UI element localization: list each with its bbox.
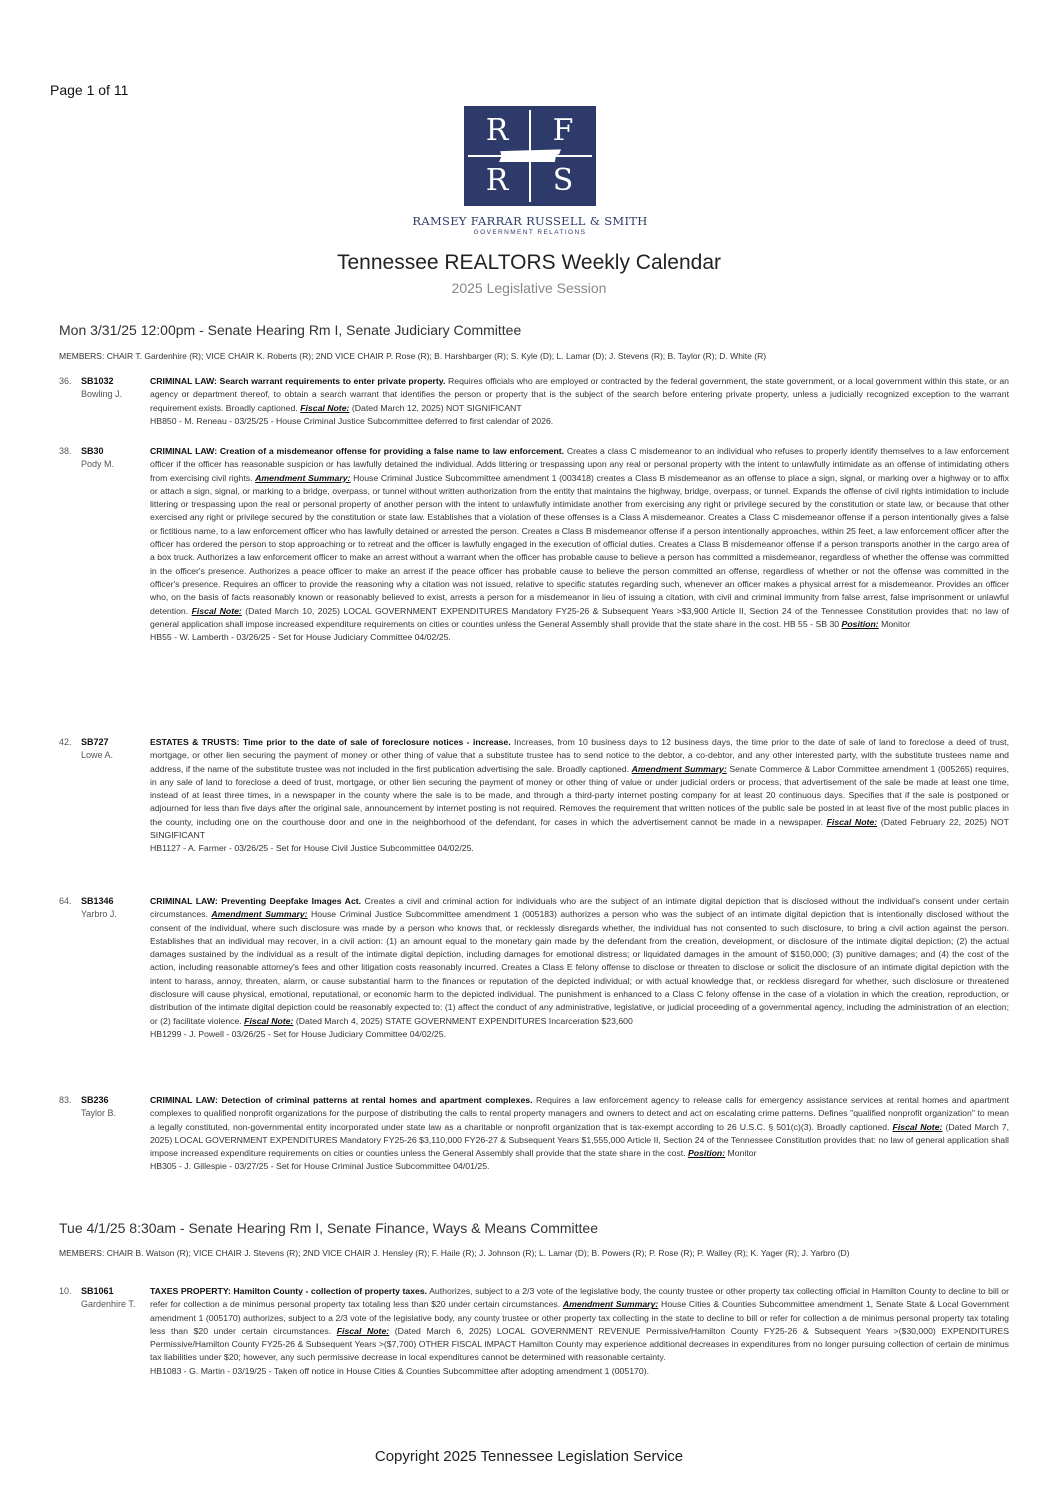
bill-description	[150, 736, 1009, 856]
bill-description	[150, 445, 1009, 644]
bill-text: (Dated March 7, 2025) LOCAL GOVERNMENT EXPENDITURES Mandatory FY25-26 $3,110,000 FY26-27 & Subsequent Years $1,555,000 Article II, Section 24 of the Tennessee Constitution provides that: no law of general application shall impose increased expenditure requirements on cities or counties unless the General Assembly shall provide that the state share in the cost.	[150, 1121, 1009, 1159]
amendment-summary-label: Amendment Summary:	[631, 763, 727, 774]
bill-text: House Criminal Justice Subcommittee amendment 1 (003418) creates a Class B misdemeanor as an offense to place a sign, signal, or marking over a highway or to affix or attach a sign, signal, or marking to a bridge, overpass, or tunnel without written authorization from the entity that maintains the highway, bridge, overpass, or tunnel. Expands the offense of civil rights intimidation to include littering or trespassing upon the real or personal property of another person with the intent to unlawfully intimidate another from exercising any right or privilege secured by the constitution or state law, or because that other exercised any right or privilege secured by the constitution or state law. Establishes that a violation of these offenses is a Class A misdemeanor. Creates a Class C misdemeanor offense if a person intentionally gives a false or fictitious name, to a law enforcement officer who has lawfully detained or arrested the person. Creates a Class B misdemeanor offense if a person intentionally approaches, within 25 feet, a law enforcement officer after the officer has ordered the person to stop approaching or to retreat and the officer is lawfully engaged in the execution of official duties. Creates a Class B misdemeanor offense if a person transports another in the cargo area of a box truck. Authorizes a law enforcement officer to make an arrest without a warrant when the officer has probable cause to believe a person has committed a misdemeanor, regardless of whether the offense was committed in the officer's presence. Authorizes a peace officer to make an arrest if the peace officer has probable cause to believe the person committed an offense, regardless of whether or not the offense was committed in the officer's presence. Requires an officer to provide the reasoning why a citation was not issued, relative to specific statutes regarding such, whenever an officer makes a physical arrest for a misdemeanor. Provides an officer who, on the basis of facts reasonably known or reasonably believed to exist, arrests a person for a misdemeanor in lieu of issuing a citation, with civil and criminal immunity from false arrest, false imprisonment or unlawful detention.	[150, 472, 1010, 616]
document-subtitle: 2025 Legislative Session	[451, 280, 607, 296]
amendment-summary-label: Amendment Summary:	[211, 909, 308, 920]
companion-bill: HB55 - W. Lamberth - 03/26/25 - Set for House Judiciary Committee 04/02/25.	[150, 632, 451, 643]
firm-name: RAMSEY FARRAR RUSSELL & SMITH	[412, 214, 648, 228]
logo-letter-s: S	[552, 163, 574, 198]
bill-text: Increases, from 10 business days to 12 business days, the time prior to the date of sale of land to foreclose a deed of trust, mortgage, or other lien securing the payment of money or other thing of value that a substitute trustee has to send notice to the debtor, a co-debtor, and any other interested party, with the substitute trustees name and address, if the name of the substitute trustee was not included in the first publication advertising the sale. Broadly captioned.	[150, 737, 1009, 774]
bill-description	[150, 1094, 1009, 1174]
bill-number: 83.	[59, 1095, 72, 1105]
fiscal-note-label: Fiscal Note:	[300, 402, 350, 413]
bill-sponsor: Taylor B.	[81, 1108, 117, 1118]
bill-number: 64.	[59, 896, 72, 906]
bill-sponsor: Lowe A.	[81, 750, 114, 760]
fiscal-note-label: Fiscal Note:	[244, 1015, 294, 1026]
bill-number: 42.	[59, 737, 72, 747]
companion-bill: HB1127 - A. Farmer - 03/26/25 - Set for House Civil Justice Subcommittee 04/02/25.	[150, 843, 474, 854]
logo-letter-r1: R	[485, 113, 509, 148]
bill-id: SB1061	[81, 1286, 114, 1296]
bill-caption: CRIMINAL LAW: Preventing Deepfake Images Act.	[150, 896, 362, 906]
bill-sponsor: Bowling J.	[81, 389, 123, 399]
page-number: Page 1 of 11	[50, 82, 129, 98]
bill-sponsor: Gardenhire T.	[81, 1299, 136, 1309]
bill-id: SB30	[81, 446, 104, 456]
fiscal-note-label: Fiscal Note:	[892, 1121, 943, 1132]
fiscal-note-label: Fiscal Note:	[191, 605, 242, 616]
bill-description	[150, 895, 1009, 1041]
bill-number: 38.	[59, 446, 72, 456]
companion-bill: HB1083 - G. Martin - 03/19/25 - Taken off notice in House Cities & Counties Subcommittee after adopting amendment 1 (005170).	[150, 1365, 649, 1376]
logo-letter-f: F	[552, 113, 574, 148]
bill-text: House Cities & Counties Subcommittee amendment 1, Senate State & Local Government amendment 1 (005170) authorizes, subject to a 2/3 vote of the legislative body, any county trustee or other property tax collecting in the state to decline to bill or refer for collection a de minimus personal property tax totaling less than $20 under certain circumstances.	[150, 1299, 1009, 1336]
bill-sponsor: Pody M.	[81, 459, 115, 469]
bill-id: SB727	[81, 737, 109, 747]
committee-members: MEMBERS: CHAIR T. Gardenhire (R); VICE CHAIR K. Roberts (R); 2ND VICE CHAIR P. Rose (R); B. Harshbarger (R); S. Kyle (D); L. Lamar (D); J. Stevens (R); B. Taylor (R); D. White (R)	[59, 351, 767, 361]
position-label: Position:	[687, 1148, 726, 1159]
companion-bill: HB305 - J. Gillespie - 03/27/25 - Set for House Criminal Justice Subcommittee 04/01/25.	[150, 1161, 490, 1172]
copyright-footer: Copyright 2025 Tennessee Legislation Service	[374, 1448, 684, 1465]
fiscal-note-label: Fiscal Note:	[826, 816, 878, 827]
bill-text: Authorizes, subject to a 2/3 vote of the legislative body, the county trustee or other property tax collecting official in Hamilton County to decline to bill or refer for collection a de minimus personal property tax totaling less than $20 under certain circumstances.	[150, 1286, 1009, 1310]
bill-text: (Dated February 22, 2025) NOT SINGIFICANT	[150, 816, 1009, 841]
bill-text: Creates a civil and criminal action for individuals who are the subject of an intimate digital depiction that is disclosed without the individual's consent under certain circumstances.	[150, 896, 1009, 920]
bill-text: Requires a law enforcement agency to release calls for emergency assistance services at rental homes and apartment complexes to qualified nonprofit organizations for the purpose of distributing the calls to rental property managers and owners to detect and act on escalating crime patterns. Defines "qualified nonprofit organization" to mean a legally constituted, non-governmental entity incorporated under state law as a charitable or nonprofit organization that is tax-exempt according to 26 U.S.C. § 501(c)(3). Broadly captioned.	[150, 1095, 1009, 1132]
bill-text: House Criminal Justice Subcommittee amendment 1 (005183) authorizes a person who was the subject of an intimate digital depiction that is intentionally disclosed without the consent of the individual, where such disclosure was made by a person who knows that, or recklessly disregards whether, the individual has not consented to such disclosure, to bring a civil action against the person. Establishes that an individual may recover, in a civil action: (1) an amount equal to the monetary gain made by the defendant from the creation, development, or disclosure of the intimate digital depiction; (2) the actual damages sustained by the individual as a result of the intimate digital depiction, including damages for emotional distress; or liquidated damages in the amount of $150,000; (3) punitive damages; and (4) the cost of the action, including reasonable attorney's fees and other litigation costs reasonably incurred. Creates a Class E felony offense to disclose or threaten to disclose or solicit the disclosure of an intimate digital depiction with the intent to harass, annoy, threaten, alarm, or cause substantial harm to the finances or reputation of the depicted individual; or with actual knowledge that, or reckless disregard for whether, such disclosure or threatened disclosure will cause physical, emotional, reputational, or economic harm to the depicted individual. The punishment is enhanced to a Class C felony offense in the case of a violation in which the creation, reproduction, or distribution of the intimate digital depiction could be reasonably expected to: (1) affect the conduct of any administrative, legislative, or judicial proceeding of a governmental agency, including the administration of an election; or (2) facilitate violence.	[150, 909, 1009, 1026]
firm-logo	[464, 106, 596, 206]
bill-caption: CRIMINAL LAW: Creation of a misdemeanor offense for providing a false name to law enforcement.	[150, 446, 565, 456]
logo-letter-r2: R	[485, 163, 509, 198]
bill-caption: CRIMINAL LAW: Detection of criminal patterns at rental homes and apartment complexes.	[150, 1095, 533, 1105]
bill-sponsor: Yarbro J.	[81, 909, 117, 919]
bill-text: (Dated March 4, 2025) STATE GOVERNMENT EXPENDITURES Incarceration $23,600	[293, 1015, 633, 1026]
bill-id: SB236	[81, 1095, 109, 1105]
bill-text: Monitor	[725, 1148, 757, 1159]
bill-text: (Dated March 12, 2025) NOT SIGNIFICANT	[349, 402, 522, 413]
bill-description	[150, 375, 1009, 428]
bill-caption: TAXES PROPERTY: Hamilton County - collection of property taxes.	[150, 1286, 428, 1296]
bill-caption: ESTATES & TRUSTS: Time prior to the date of sale of foreclosure notices - increase.	[150, 737, 511, 747]
position-label: Position:	[841, 618, 879, 629]
firm-subtitle: GOVERNMENT RELATIONS	[473, 229, 587, 236]
bill-text: Requires officials who are employed or contracted by the federal government, the state government, or a local government within this state, or an agency or department thereof, to obtain a search warrant that identifies the person or property that is the subject of the search before entering private property, unless a judicially recognized exception to the warrant requirement exists. Broadly captioned.	[150, 376, 1009, 413]
bill-description	[150, 1285, 1009, 1378]
companion-bill: HB850 - M. Reneau - 03/25/25 - House Criminal Justice Subcommittee deferred to first calendar of 2026.	[150, 415, 554, 426]
bill-text: (Dated March 10, 2025) LOCAL GOVERNMENT EXPENDITURES Mandatory FY25-26 & Subsequent Years >$3,900 Article II, Section 24 of the Tennessee Constitution provides that: no law of general application shall impose increased expenditure requirements on cities or counties unless the General Assembly shall provide that the state share in the cost. HB 55 - SB 30	[150, 605, 1010, 629]
bill-number: 36.	[59, 376, 72, 386]
document-title: Tennessee REALTORS Weekly Calendar	[336, 251, 722, 274]
companion-bill: HB1299 - J. Powell - 03/26/25 - Set for House Judiciary Committee 04/02/25.	[150, 1028, 447, 1039]
amendment-summary-label: Amendment Summary:	[562, 1299, 659, 1310]
fiscal-note-label: Fiscal Note:	[336, 1325, 390, 1336]
session-heading: Mon 3/31/25 12:00pm - Senate Hearing Rm I, Senate Judiciary Committee	[59, 322, 522, 338]
bill-text: (Dated March 6, 2025) LOCAL GOVERNMENT REVENUE Permissive/Hamilton County FY25-26 & Subsequent Years >($30,000) EXPENDITURES Permissive/Hamilton County FY25-26 & Subsequent Years >($7,700) OTHER FISCAL IMPACT Hamilton County may experience additional decreases in expenditures from no longer pursuing collection of certain de minimus tax liabilities under $20; however, any such permissive decrease in local expenditures cannot be determined with reasonable certainty.	[150, 1325, 1009, 1363]
bill-id: SB1032	[81, 376, 114, 386]
session-heading: Tue 4/1/25 8:30am - Senate Hearing Rm I, Senate Finance, Ways & Means Committee	[59, 1220, 598, 1236]
bill-text: Monitor	[878, 618, 911, 629]
bill-id: SB1346	[81, 896, 114, 906]
bill-text: Senate Commerce & Labor Committee amendment 1 (005265) requires, in any sale of land to foreclose a deed of trust, mortgage, or other lien securing the payment of money or other thing of value or under judicial orders or process, that advertisement of the sale be made at least one time, instead of at least three times, in a newspaper in the county where the sale is to be made, and through a third-party internet posting company for at least 20 continuous days. Specifies that if the sale is postponed or adjourned for less than five days after the original sale, announcement by internet posting is not required. Removes the requirement that written notices of the public sale be posted in at least five of the most public places in the county, including one on the courthouse door and one in the neighborhood of the defendant, for cases in which the advertisement cannot be made in a newspaper.	[150, 763, 1009, 827]
bill-number: 10.	[59, 1286, 72, 1296]
bill-caption: CRIMINAL LAW: Search warrant requirements to enter private property.	[150, 376, 446, 386]
committee-members: MEMBERS: CHAIR B. Watson (R); VICE CHAIR J. Stevens (R); 2ND VICE CHAIR J. Hensley (R); F. Haile (R); J. Johnson (R); L. Lamar (D); B. Powers (R); P. Rose (R); P. Walley (R); K. Yager (R); J. Yarbro (D)	[59, 1248, 850, 1258]
amendment-summary-label: Amendment Summary:	[255, 472, 351, 483]
bill-text: Creates a class C misdemeanor to an individual who refuses to properly identify themselves to a law enforcement officer if the officer has reasonable suspicion or has lawfully detained the individual. Adds littering or trespassing upon any real or personal property with the intent to unlawfully intimidate as an offense of intimidating others from exercising civil rights.	[150, 446, 1009, 483]
